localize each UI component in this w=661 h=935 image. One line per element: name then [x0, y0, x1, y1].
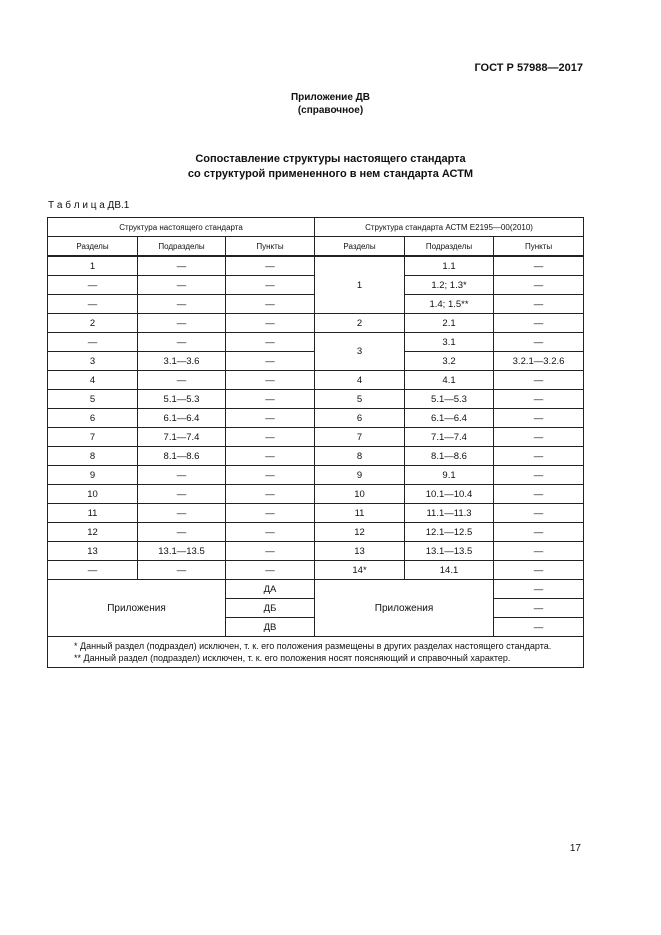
table-cell: 7 — [315, 428, 405, 447]
table-cell: 1.4; 1.5** — [405, 295, 494, 314]
table-cell: 9 — [315, 466, 405, 485]
group-header-right: Структура стандарта АСТМ Е2195—00(2010) — [315, 218, 584, 237]
col-header: Пункты — [494, 237, 584, 256]
table-cell: 6.1—6.4 — [405, 409, 494, 428]
table-cell: — — [494, 371, 584, 390]
table-cell: 3 — [48, 352, 138, 371]
table-column-header — [48, 237, 584, 256]
table-cell: — — [226, 352, 315, 371]
col-header: Подразделы — [405, 237, 494, 256]
table-cell: 2 — [48, 314, 138, 333]
appendix-right-value: — — [494, 580, 584, 599]
table-cell: — — [226, 371, 315, 390]
table-caption: Т а б л и ц а ДВ.1 — [48, 200, 130, 211]
table-row — [48, 447, 584, 466]
table-cell: — — [226, 561, 315, 580]
table-cell: 6.1—6.4 — [138, 409, 226, 428]
table-cell: — — [138, 466, 226, 485]
table-cell: 4 — [48, 371, 138, 390]
table-cell: — — [494, 447, 584, 466]
table-row — [48, 523, 584, 542]
table-cell: 11 — [48, 504, 138, 523]
table-cell: — — [226, 295, 315, 314]
appendix-heading — [0, 91, 661, 117]
table-cell: — — [138, 314, 226, 333]
table-cell: — — [494, 409, 584, 428]
table-cell: 13.1—13.5 — [405, 542, 494, 561]
table-row — [48, 542, 584, 561]
appendix-title: Приложение ДВ — [290, 92, 371, 103]
footnote-2: ** Данный раздел (подраздел) исключен, т. к. его положения носят поясняющий и справочный характер. — [74, 653, 511, 663]
table-cell: 2.1 — [405, 314, 494, 333]
comparison-table — [47, 217, 584, 668]
table-cell: 10.1—10.4 — [405, 485, 494, 504]
table-cell: 12 — [48, 523, 138, 542]
group-header-left: Структура настоящего стандарта — [48, 218, 315, 237]
table-cell: 3 — [315, 333, 405, 371]
table-cell: — — [226, 276, 315, 295]
table-cell: 12.1—12.5 — [405, 523, 494, 542]
table-cell: — — [48, 561, 138, 580]
table-cell: — — [48, 295, 138, 314]
appendix-right-label: Приложения — [315, 580, 494, 637]
table-cell: 10 — [315, 485, 405, 504]
table-cell: 11 — [315, 504, 405, 523]
table-cell: — — [226, 409, 315, 428]
table-group-header — [48, 218, 584, 237]
table-cell: — — [226, 542, 315, 561]
table-cell: — — [138, 523, 226, 542]
table-cell: 6 — [315, 409, 405, 428]
table-cell: — — [138, 561, 226, 580]
table-cell: — — [494, 314, 584, 333]
col-header: Пункты — [226, 237, 315, 256]
table-cell: 14* — [315, 561, 405, 580]
table-footnotes — [48, 637, 584, 668]
table-row — [48, 409, 584, 428]
table-cell: 5.1—5.3 — [405, 390, 494, 409]
table-cell: — — [138, 333, 226, 352]
appendix-right-value: — — [494, 618, 584, 637]
col-header: Разделы — [315, 237, 405, 256]
table-cell: 12 — [315, 523, 405, 542]
table-row — [48, 371, 584, 390]
table-row — [48, 466, 584, 485]
table-cell: — — [226, 333, 315, 352]
table-cell: — — [494, 542, 584, 561]
document-id: ГОСТ Р 57988—2017 — [474, 62, 583, 74]
table-cell: 8.1—8.6 — [405, 447, 494, 466]
page-number: 17 — [569, 843, 581, 854]
table-cell: — — [494, 561, 584, 580]
table-row — [48, 485, 584, 504]
table-cell: — — [226, 390, 315, 409]
table-cell: 3.2.1—3.2.6 — [494, 352, 584, 371]
col-header: Разделы — [48, 237, 138, 256]
table-cell: 3.1—3.6 — [138, 352, 226, 371]
table-cell: — — [494, 466, 584, 485]
col-header: Подразделы — [138, 237, 226, 256]
table-cell: — — [494, 428, 584, 447]
table-cell: — — [138, 504, 226, 523]
appendix-item: ДВ — [226, 618, 315, 637]
table-cell: 7.1—7.4 — [405, 428, 494, 447]
table-cell: 8 — [48, 447, 138, 466]
appendix-left-label: Приложения — [48, 580, 226, 637]
table-row — [48, 257, 584, 276]
section-title-line-1: Сопоставление структуры настоящего стандарта — [195, 153, 466, 165]
table-cell: 1 — [48, 257, 138, 276]
table-cell: — — [48, 276, 138, 295]
table-row — [48, 390, 584, 409]
table-cell: — — [138, 485, 226, 504]
table-cell: 7.1—7.4 — [138, 428, 226, 447]
table-cell: — — [138, 257, 226, 276]
table-cell: 7 — [48, 428, 138, 447]
table-cell: — — [494, 257, 584, 276]
footnotes-cell — [48, 637, 584, 668]
table-cell: 1.2; 1.3* — [405, 276, 494, 295]
table-cell: — — [494, 504, 584, 523]
table-cell: — — [226, 428, 315, 447]
table-row — [48, 561, 584, 580]
appendix-item: ДА — [226, 580, 315, 599]
table-cell: — — [226, 257, 315, 276]
footnote-1: * Данный раздел (подраздел) исключен, т. к. его положения размещены в других разделах настоящего стандарта. — [74, 641, 552, 651]
table-cell: — — [494, 333, 584, 352]
appendix-right-value: — — [494, 599, 584, 618]
table-cell: 2 — [315, 314, 405, 333]
table-cell: 1.1 — [405, 257, 494, 276]
table-cell: 5 — [315, 390, 405, 409]
table-cell: 4 — [315, 371, 405, 390]
table-cell: — — [494, 390, 584, 409]
table-cell: — — [226, 523, 315, 542]
table-cell: — — [226, 504, 315, 523]
table-cell: — — [138, 371, 226, 390]
table-cell: — — [494, 295, 584, 314]
table-cell: 13 — [315, 542, 405, 561]
table-row — [48, 314, 584, 333]
appendix-subtitle: (справочное) — [297, 105, 364, 116]
table-cell: 3.2 — [405, 352, 494, 371]
table-cell: 3.1 — [405, 333, 494, 352]
table-cell: — — [48, 333, 138, 352]
table-row — [48, 333, 584, 352]
table-cell: 10 — [48, 485, 138, 504]
appendix-item: ДБ — [226, 599, 315, 618]
table-cell: 1 — [315, 257, 405, 314]
table-row — [48, 504, 584, 523]
table-cell: — — [494, 523, 584, 542]
table-cell: — — [494, 276, 584, 295]
table-cell: 13.1—13.5 — [138, 542, 226, 561]
table-cell: 5.1—5.3 — [138, 390, 226, 409]
table-cell: — — [226, 466, 315, 485]
section-title — [0, 152, 661, 182]
table-cell: 14.1 — [405, 561, 494, 580]
table-row — [48, 428, 584, 447]
table-cell: 8 — [315, 447, 405, 466]
table-cell: — — [138, 276, 226, 295]
table-cell: — — [226, 485, 315, 504]
table-cell: 5 — [48, 390, 138, 409]
table-cell: 9.1 — [405, 466, 494, 485]
table-cell: 11.1—11.3 — [405, 504, 494, 523]
table-cell: 13 — [48, 542, 138, 561]
section-title-line-2: со структурой примененного в нем стандарта АСТМ — [187, 168, 474, 180]
table-cell: 9 — [48, 466, 138, 485]
table-cell: — — [226, 314, 315, 333]
appendix-row — [48, 580, 584, 599]
table-cell: 6 — [48, 409, 138, 428]
table-cell: — — [138, 295, 226, 314]
table-cell: — — [226, 447, 315, 466]
table-cell: 8.1—8.6 — [138, 447, 226, 466]
table-cell: 4.1 — [405, 371, 494, 390]
table-cell: — — [494, 485, 584, 504]
